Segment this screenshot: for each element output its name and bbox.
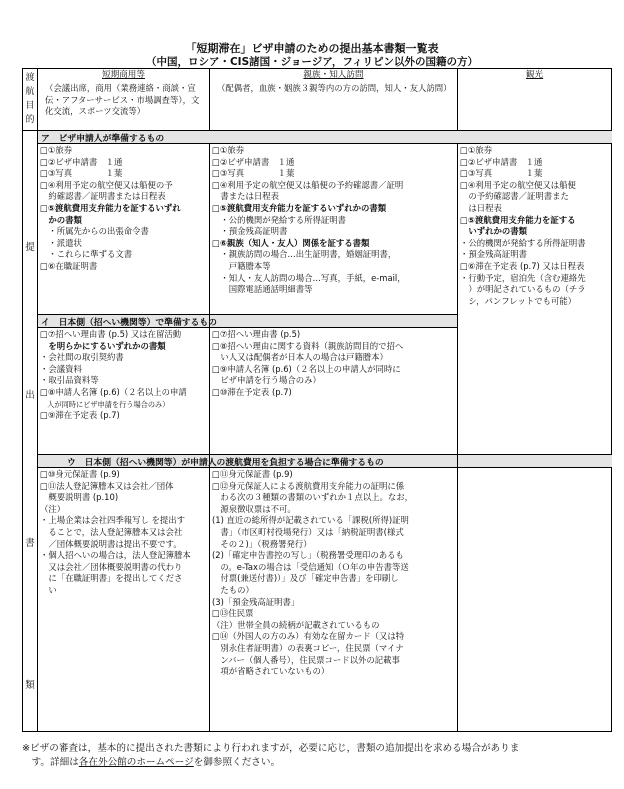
- list-item: 概要説明書 (p.10): [40, 492, 119, 503]
- list-item: (3)「預金残高証明書」: [212, 596, 300, 607]
- list-item: □⑩滞在予定表 (p.7): [212, 386, 292, 397]
- list-item: ／団体概要説明書は提出不要です。: [40, 538, 182, 549]
- list-item: 項が省略されていないもの）: [212, 666, 330, 677]
- footnote: ※ビザの審査は，基本的に提出された書類により行われますが，必要に応じ，書類の追加提出を求める場合がありま す。詳細は各在外公館のホームページを御参照ください。: [22, 743, 520, 768]
- list-item: （注）世帯全員の続柄が記載されているもの: [212, 619, 380, 630]
- list-item: □⑩身元保証書 (p.9): [40, 469, 120, 479]
- business-documents-a: [40, 145, 181, 273]
- side-label-4: 類: [25, 680, 35, 691]
- list-item: 付票(兼送付書)）」及び「確定申告書」を印刷し: [212, 573, 399, 584]
- list-item: ・個人招へいの場合は，法人登記簿謄本: [40, 550, 191, 561]
- list-item: ・これらに準ずる文書: [40, 249, 133, 260]
- list-item: □⑤渡航費用支弁能力を証するいずれかの書類: [212, 202, 387, 213]
- list-item: ）が明記されているもの（チラ: [460, 284, 586, 295]
- list-item: ・公的機関が発給する所得証明書: [460, 237, 586, 248]
- list-item: □③写真 １葉: [212, 168, 295, 179]
- list-item: その２)」（税務署発行）: [212, 538, 312, 549]
- list-item: (1) 直近の総所得が記載されている「課税(所得)証明: [212, 515, 409, 526]
- purpose-label: 渡 航 目 的: [25, 73, 35, 125]
- list-item: わる次の３種類の書類のいずれか１点以上。なお，: [212, 492, 413, 503]
- list-item: ・預金残高証明書: [212, 226, 288, 237]
- section-a-title: ア ビザ申請人が準備するもの: [41, 134, 165, 144]
- column-desc-business: （会議出席，商用（業務連絡・商談・宣伝・アフターサービス・市場調査等），文化交流，スポーツ交流等）: [45, 83, 200, 117]
- list-item: ビザ申請を行う場合のみ）: [212, 375, 321, 386]
- list-item: 又は会社／団体概要説明書の代わり: [40, 561, 183, 572]
- list-item: ・所属先からの出張命令書: [40, 226, 149, 237]
- list-item: たもの）: [212, 584, 254, 595]
- list-item: □⑤渡航費用支弁能力を証するいずれ: [40, 202, 181, 213]
- list-item: ・行動予定，宿泊先（含む連絡先: [460, 272, 586, 283]
- family-documents-i: [212, 329, 403, 399]
- list-item: □⑭（外国人の方のみ）有効な在留カード（又は特: [212, 631, 405, 642]
- list-item: い: [40, 584, 57, 595]
- list-item: □⑦招へい理由書 (p.5) 又は在留活動: [40, 329, 182, 339]
- list-item: ・派遣状: [40, 237, 82, 248]
- list-item: ・上場企業は会社四季報写し を提出す: [40, 515, 186, 526]
- list-item: □⑨申請人名簿 (p.6)（２名以上の申請人が同時に: [212, 363, 401, 374]
- list-item: □⑤渡航費用支弁能力を証する: [460, 214, 576, 225]
- list-item: □⑥親族（知人・友人）関係を証する書類: [212, 237, 370, 248]
- list-item: □⑥滞在予定表 (p.7) 又は日程表: [460, 260, 585, 271]
- list-item: □⑫身元保証人による渡航費用支弁能力の証明に係: [212, 480, 405, 491]
- column-header-tourism: 観光: [525, 70, 544, 80]
- list-item: 約確認書／証明書または日程表: [40, 191, 166, 202]
- business-documents-u: [40, 469, 191, 597]
- list-item: □⑪法人登記簿謄本又は会社／団体: [40, 480, 174, 491]
- list-item: かの書類: [40, 214, 82, 225]
- embassy-homepage-link[interactable]: 各在外公館のホームページ: [78, 757, 194, 768]
- list-item: 戸籍謄本等: [212, 260, 271, 271]
- list-item: □①旅券: [460, 145, 493, 155]
- list-item: （注）: [40, 503, 66, 514]
- list-item: い人又は配偶者が日本人の場合は戸籍謄本）: [212, 352, 388, 363]
- document-title: 「短期滞在」ビザ申請のための提出基本書類一覧表: [185, 42, 439, 55]
- list-item: □⑨滞在予定表 (p.7): [40, 410, 120, 421]
- list-item: ・会議資料: [40, 363, 82, 374]
- list-item: シ，パンフレットでも可能）: [460, 295, 577, 306]
- list-item: の予約確認書／証明書また: [460, 191, 569, 202]
- side-label-1: 提: [25, 242, 35, 253]
- list-item: ・知人・友人訪問の場合…写真，手紙，e-mail，: [212, 272, 406, 283]
- list-item: の。e-Taxの場合は「受信通知（Ｏ年の申告書等送: [212, 561, 409, 572]
- list-item: ・会社間の取引契約書: [40, 352, 124, 363]
- list-item: □⑦招へい理由書 (p.5): [212, 329, 301, 339]
- list-item: に「在職証明書」を提出してくださ: [40, 573, 183, 584]
- list-item: □④利用予定の航空便又は船便の予: [40, 179, 173, 190]
- rule: [209, 143, 210, 731]
- list-item: □④利用予定の航空便又は船便の予約確認書／証明: [212, 179, 404, 190]
- side-label-2: 出: [25, 390, 35, 401]
- list-item: 書」（市区町村役場発行）又は「納税証明書(様式: [212, 526, 404, 537]
- list-item: □④利用予定の航空便又は船便: [460, 179, 576, 190]
- list-item: □①旅券: [212, 145, 245, 155]
- list-item: □③写真 １葉: [40, 168, 123, 179]
- list-item: □⑪身元保証書 (p.9): [212, 469, 293, 479]
- list-item: ンバー（個人番号），住民票コード以外の記載事: [212, 654, 400, 665]
- section-i-title: イ 日本側（招へい機関等）で準備するもの: [41, 318, 217, 328]
- list-item: を明らかにするいずれかの書類: [40, 340, 166, 351]
- rule: [457, 143, 458, 731]
- list-item: □②ビザ申請書 １通: [460, 156, 543, 167]
- column-desc-family: （配偶者，血族・姻族３親等内の方の訪問，知人・友人訪問）: [217, 83, 452, 93]
- column-header-business: 短期商用等: [102, 70, 145, 80]
- document-subtitle: （中国，ロシア・CIS諸国・ジョージア，フィリピン以外の国籍の方）: [145, 56, 479, 68]
- list-item: ・親族訪問の場合…出生証明書，婚姻証明書，: [212, 249, 397, 260]
- list-item: □②ビザ申請書 １通: [212, 156, 295, 167]
- list-item: 源泉徴収票は不可。: [212, 503, 296, 514]
- list-item: 別永住者証明書）の表裏コピー，住民票（マイナ: [212, 642, 404, 653]
- list-item: 国際電話通話明細書等: [212, 284, 313, 295]
- column-header-family: 親族・知人訪問: [303, 70, 364, 80]
- list-item: □⑬住民票: [212, 608, 254, 619]
- list-item: □⑥在職証明書: [40, 260, 98, 271]
- family-documents-a: [212, 145, 406, 296]
- list-item: □①旅券: [40, 145, 73, 155]
- list-item: □③写真 １葉: [460, 168, 543, 179]
- list-item: 書または日程表: [212, 191, 279, 202]
- list-item: いずれかの書類: [460, 226, 527, 237]
- rule: [37, 69, 38, 731]
- tourism-documents: [460, 145, 586, 307]
- list-item: □⑧申請人名簿 (p.6)（２名以上の申請: [40, 386, 187, 397]
- list-item: 人が同時にビザ申請を行う場合のみ）: [40, 399, 170, 409]
- list-item: ることで，法人登記簿謄本又は会社: [40, 526, 183, 537]
- business-documents-i: [40, 329, 187, 422]
- section-u-title: ウ 日本側（招へい機関等）が申請人の渡航費用を負担する場合に準備するもの: [67, 458, 384, 468]
- list-item: ・取引品資料等: [40, 375, 99, 386]
- family-documents-u: [212, 469, 413, 678]
- list-item: (2)「確定申告書控の写し」（税務署受理印のあるも: [212, 550, 404, 561]
- list-item: は日程表: [460, 202, 502, 213]
- list-item: ・預金残高証明書: [460, 249, 527, 260]
- list-item: ・公的機関が発給する所得証明書: [212, 214, 346, 225]
- list-item: □②ビザ申請書 １通: [40, 156, 123, 167]
- side-label-3: 書: [25, 538, 35, 549]
- document-table: [22, 68, 612, 732]
- list-item: □⑧招へい理由に関する資料（親族訪問目的で招へ: [212, 340, 404, 351]
